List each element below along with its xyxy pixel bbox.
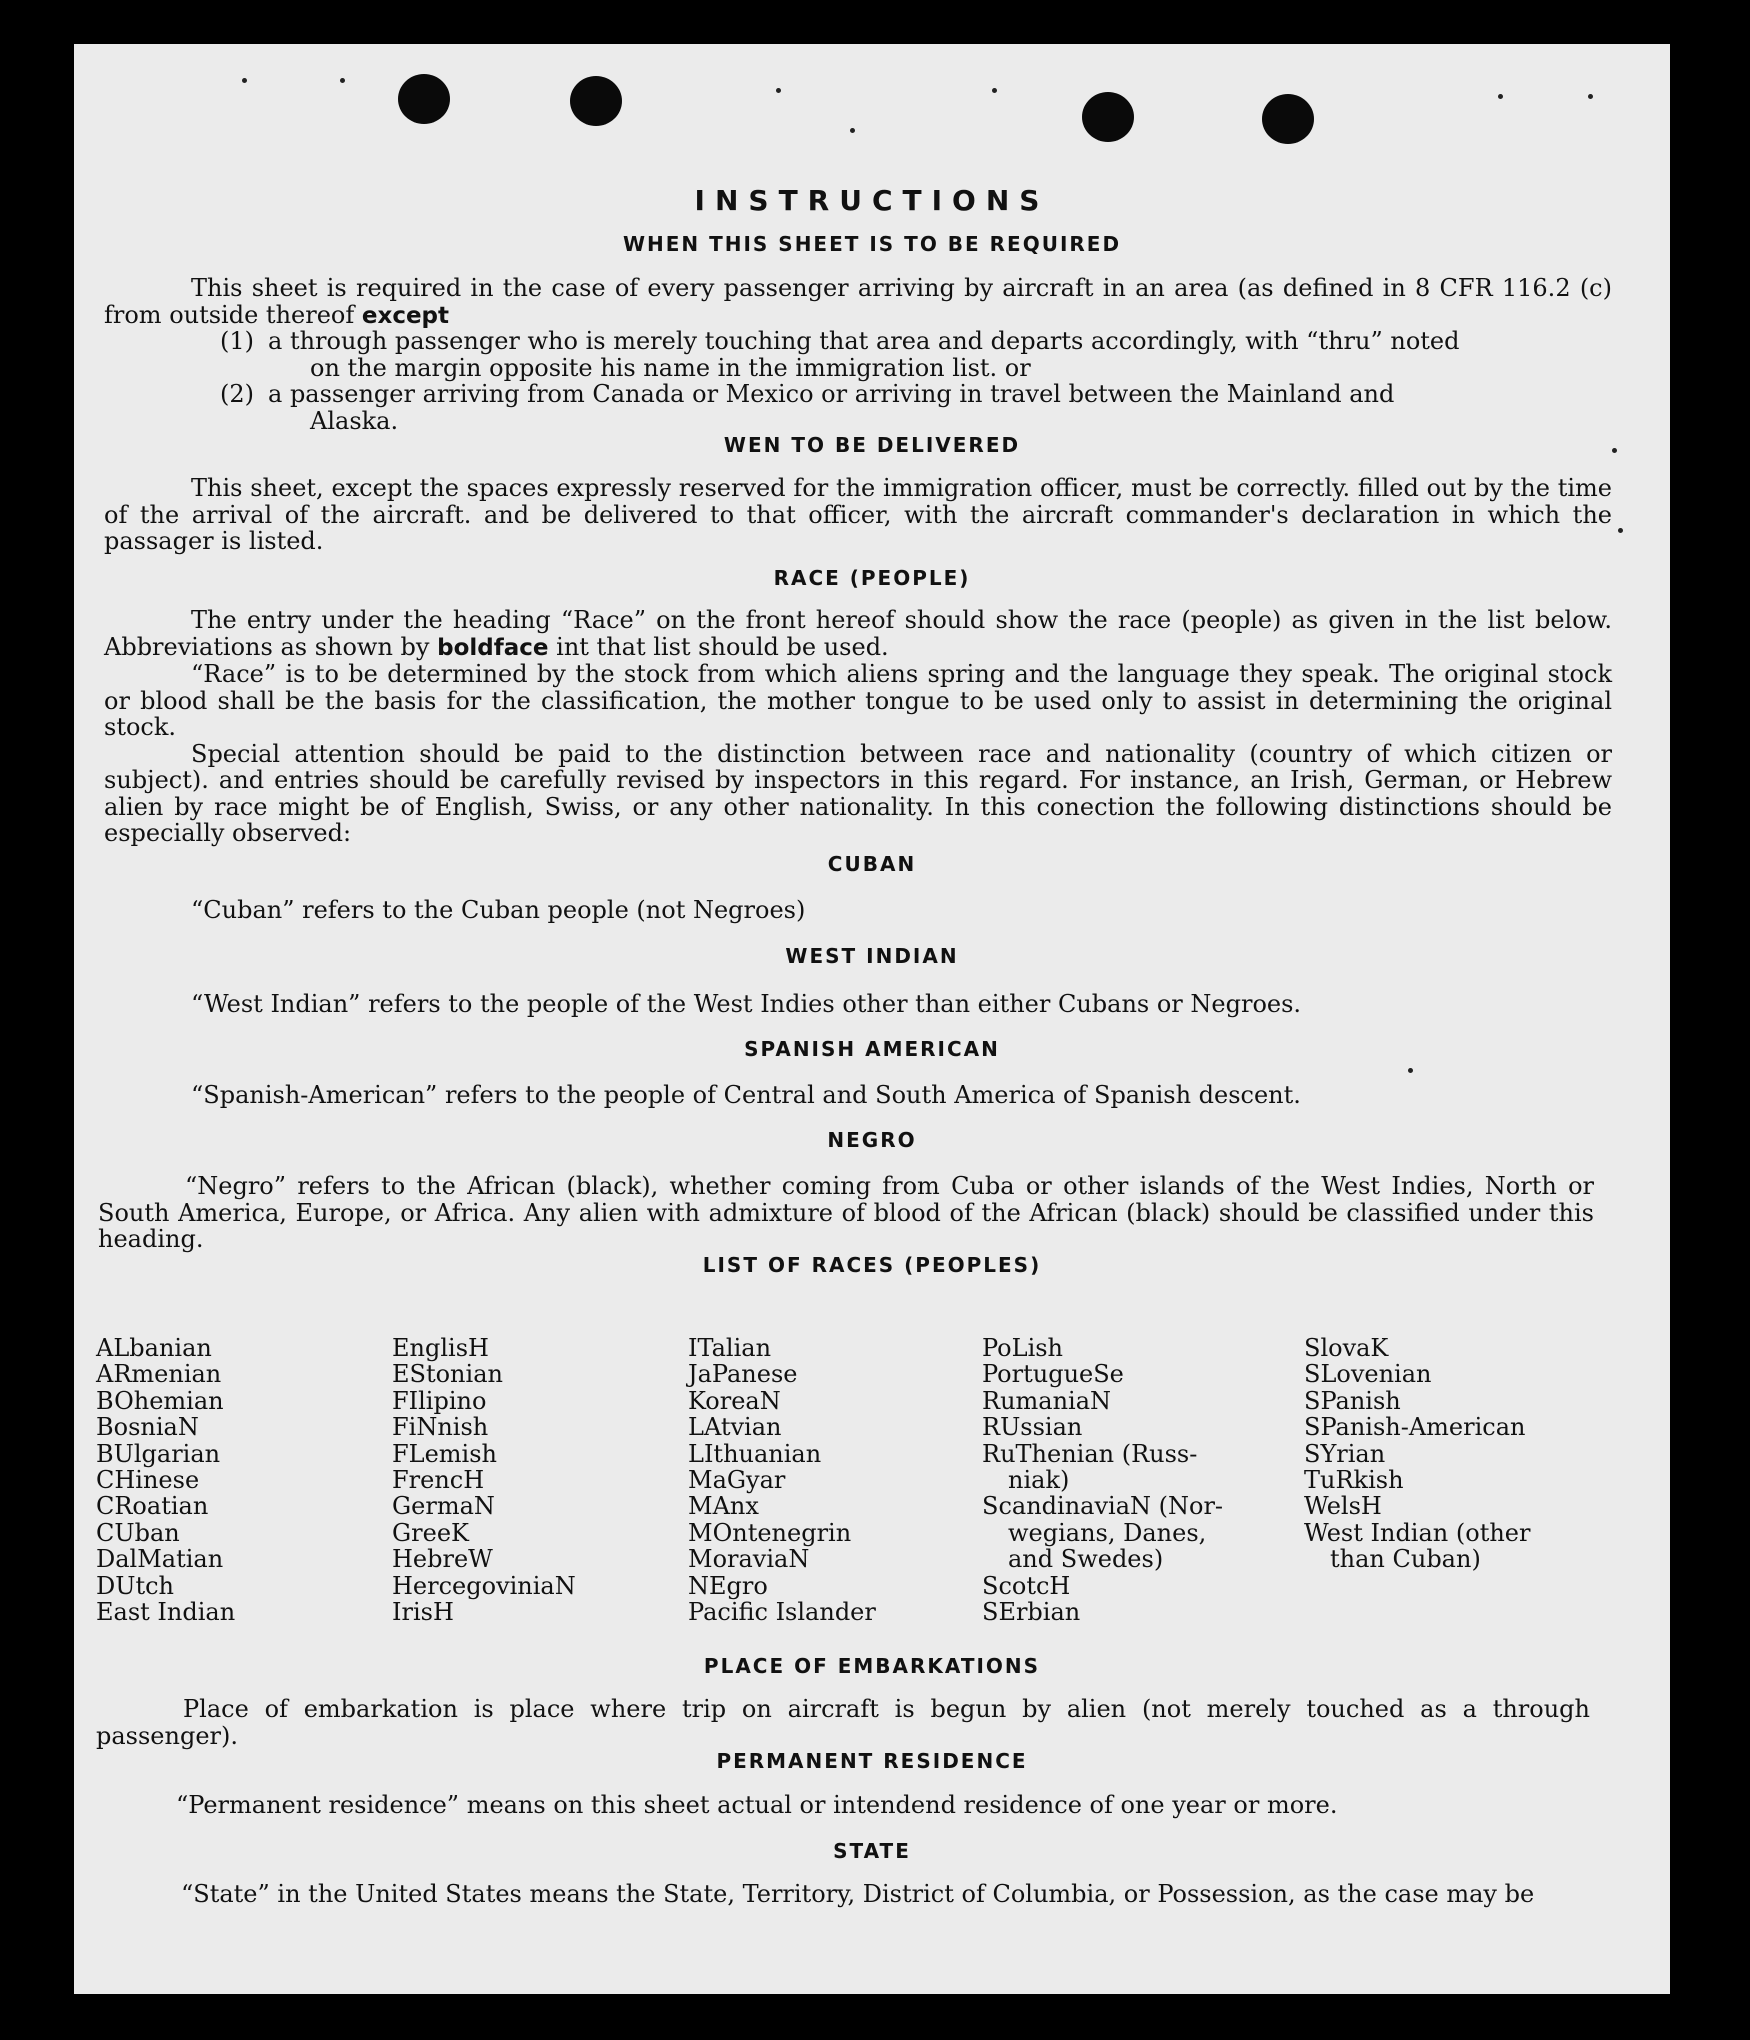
speck <box>1588 94 1593 99</box>
speck <box>242 78 247 83</box>
race-p1-end: int that list should be used. <box>556 632 889 661</box>
race-item: NEgro <box>688 1571 768 1600</box>
required-intro <box>104 275 1612 329</box>
heading-required: WHEN THIS SHEET IS TO BE REQUIRED <box>622 232 1122 256</box>
heading-delivered: WEN TO BE DELIVERED <box>723 433 1021 457</box>
item-number: (2) <box>220 380 254 408</box>
race-item: RUssian <box>982 1413 1083 1442</box>
race-item: East Indian <box>96 1598 236 1627</box>
race-item: IrisH <box>392 1598 454 1627</box>
race-item: FrencH <box>392 1466 485 1495</box>
required-intro-text: This sheet is required in the case of every passenger arriving by aircraft in an area (as defined in 8 CFR 116.2 (c) from outside thereof <box>104 274 1612 329</box>
item-number: (1) <box>220 327 254 355</box>
race-item: CRoatian <box>96 1492 209 1521</box>
race-item: PortugueSe <box>982 1360 1124 1389</box>
residence-text: “Permanent residence” means on this sheet actual or intendend residence of one year or more. <box>176 1791 1338 1819</box>
speck <box>1408 1068 1413 1073</box>
race-item: and Swedes) <box>1008 1545 1164 1574</box>
heading-races-list: LIST OF RACES (PEOPLES) <box>702 1253 1042 1277</box>
race-item: Pacific Islander <box>688 1598 876 1627</box>
race-item: JaPanese <box>688 1360 798 1389</box>
document-page <box>74 44 1670 1994</box>
race-item: ScandinaviaN (Nor- <box>982 1492 1224 1521</box>
required-item-1 <box>220 328 1640 381</box>
embarkation-text: Place of embarkation is place where trip on aircraft is begun by alien (not merely touched as a through passenger). <box>96 1695 1590 1750</box>
negro-text: “Negro” refers to the African (black), whether coming from Cuba or other islands of the West Indies, North or South America, Europe, or Africa. Any alien with admixture of blood of the African (black) should be classified under this heading. <box>98 1172 1594 1253</box>
race-item: SlovaK <box>1304 1334 1389 1362</box>
race-item: MOntenegrin <box>688 1518 852 1547</box>
speck <box>1498 94 1503 99</box>
races-column-1 <box>96 1335 235 1625</box>
heading-cuban: CUBAN <box>827 852 917 876</box>
race-p1-bold: boldface <box>437 634 549 661</box>
heading-race: RACE (PEOPLE) <box>773 566 971 590</box>
race-item: MoraviaN <box>688 1545 810 1574</box>
race-item: ITalian <box>688 1334 772 1362</box>
west-indian-text: “West Indian” refers to the people of the West Indies other than either Cubans or Negroes. <box>191 990 1302 1018</box>
heading-embarkation: PLACE OF EMBARKATIONS <box>703 1654 1041 1678</box>
race-item: ARmenian <box>96 1360 222 1389</box>
races-column-5 <box>1304 1335 1530 1573</box>
speck <box>1618 528 1623 533</box>
delivered-text: This sheet, except the spaces expressly reserved for the immigration officer, must be correctly. filled out by the time of the arrival of the aircraft. and be delivered to that officer, with the aircraft commander's declaration in which the passager is listed. <box>104 474 1612 555</box>
item-text: a through passenger who is merely touching that area and departs accordingly, with “thru” noted <box>268 327 1460 355</box>
race-item: MAnx <box>688 1492 759 1521</box>
race-item: FLemish <box>392 1439 497 1468</box>
race-item: GermaN <box>392 1492 495 1521</box>
speck <box>776 88 781 93</box>
race-item: CHinese <box>96 1466 200 1495</box>
race-item: PoLish <box>982 1334 1064 1362</box>
speck <box>340 78 345 83</box>
race-item: LAtvian <box>688 1413 782 1442</box>
race-item: wegians, Danes, <box>1008 1518 1207 1547</box>
item-text-cont: on the margin opposite his name in the immigration list. or <box>310 353 1031 382</box>
race-item: HercegoviniaN <box>392 1571 576 1600</box>
punch-hole <box>398 74 450 124</box>
race-item: TuRkish <box>1304 1466 1404 1495</box>
race-item: RuThenian (Russ- <box>982 1439 1198 1468</box>
punch-hole <box>1262 94 1314 144</box>
required-intro-bold: except <box>361 302 450 329</box>
heading-negro: NEGRO <box>827 1128 917 1152</box>
race-item: RumaniaN <box>982 1386 1112 1415</box>
races-column-3 <box>688 1335 876 1625</box>
race-item: WelsH <box>1304 1492 1382 1521</box>
item-text: a passenger arriving from Canada or Mexico or arriving in travel between the Mainland and <box>268 380 1395 408</box>
heading-west-indian: WEST INDIAN <box>785 944 959 968</box>
race-item: DalMatian <box>96 1545 224 1574</box>
required-item-2 <box>220 381 1640 434</box>
race-item: BOhemian <box>96 1386 224 1415</box>
heading-residence: PERMANENT RESIDENCE <box>716 1749 1028 1773</box>
race-item: ALbanian <box>96 1334 212 1362</box>
race-item: FIlipino <box>392 1386 487 1415</box>
item-text-cont: Alaska. <box>310 406 399 435</box>
race-item: SPanish-American <box>1304 1413 1526 1442</box>
race-item: LIthuanian <box>688 1439 822 1468</box>
race-item: EStonian <box>392 1360 503 1389</box>
race-item: BosniaN <box>96 1413 199 1442</box>
race-item: ScotcH <box>982 1571 1071 1600</box>
punch-hole <box>1082 92 1134 142</box>
race-item: West Indian (other <box>1304 1518 1531 1547</box>
race-item: MaGyar <box>688 1466 786 1495</box>
race-p2: “Race” is to be determined by the stock from which aliens spring and the language they speak. The original stock or blood shall be the basis for the classification, the mother tongue to be used only to assist in determining the original stock. <box>104 660 1612 741</box>
race-item: DUtch <box>96 1571 175 1600</box>
punch-hole <box>570 76 622 126</box>
race-item: BUlgarian <box>96 1439 221 1468</box>
state-text: “State” in the United States means the State, Territory, District of Columbia, or Possession, as the case may be <box>181 1880 1535 1908</box>
race-p3: Special attention should be paid to the distinction between race and nationality (country of which citizen or subject). and entries should be carefully revised by inspectors in this regard. For instance, an Irish, German, or Hebrew alien by race might be of English, Swiss, or any other nationality. In this conection the following distinctions should be especially observed: <box>104 739 1612 847</box>
race-item: niak) <box>1008 1466 1070 1495</box>
speck <box>850 128 855 133</box>
heading-spanish-american: SPANISH AMERICAN <box>744 1037 1000 1061</box>
race-text <box>104 607 1612 847</box>
race-item: EnglisH <box>392 1334 489 1362</box>
race-item: SYrian <box>1304 1439 1386 1468</box>
speck <box>992 88 997 93</box>
page-title: INSTRUCTIONS <box>694 184 1050 217</box>
heading-state: STATE <box>833 1839 911 1863</box>
race-item: SErbian <box>982 1598 1081 1627</box>
race-item: SLovenian <box>1304 1360 1432 1389</box>
races-column-4 <box>982 1335 1223 1625</box>
race-item: GreeK <box>392 1518 469 1547</box>
race-item: FiNnish <box>392 1413 489 1442</box>
race-item: SPanish <box>1304 1386 1401 1415</box>
spanish-american-text: “Spanish-American” refers to the people of Central and South America of Spanish descent. <box>191 1081 1301 1109</box>
race-p1: The entry under the heading “Race” on the front hereof should show the race (people) as given in the list below. Abbreviations as shown by <box>104 606 1612 661</box>
race-item: HebreW <box>392 1545 493 1574</box>
race-item: than Cuban) <box>1330 1545 1481 1574</box>
cuban-text: “Cuban” refers to the Cuban people (not Negroes) <box>191 896 806 924</box>
race-item: CUban <box>96 1518 180 1547</box>
races-column-2 <box>392 1335 576 1625</box>
race-item: KoreaN <box>688 1386 781 1415</box>
